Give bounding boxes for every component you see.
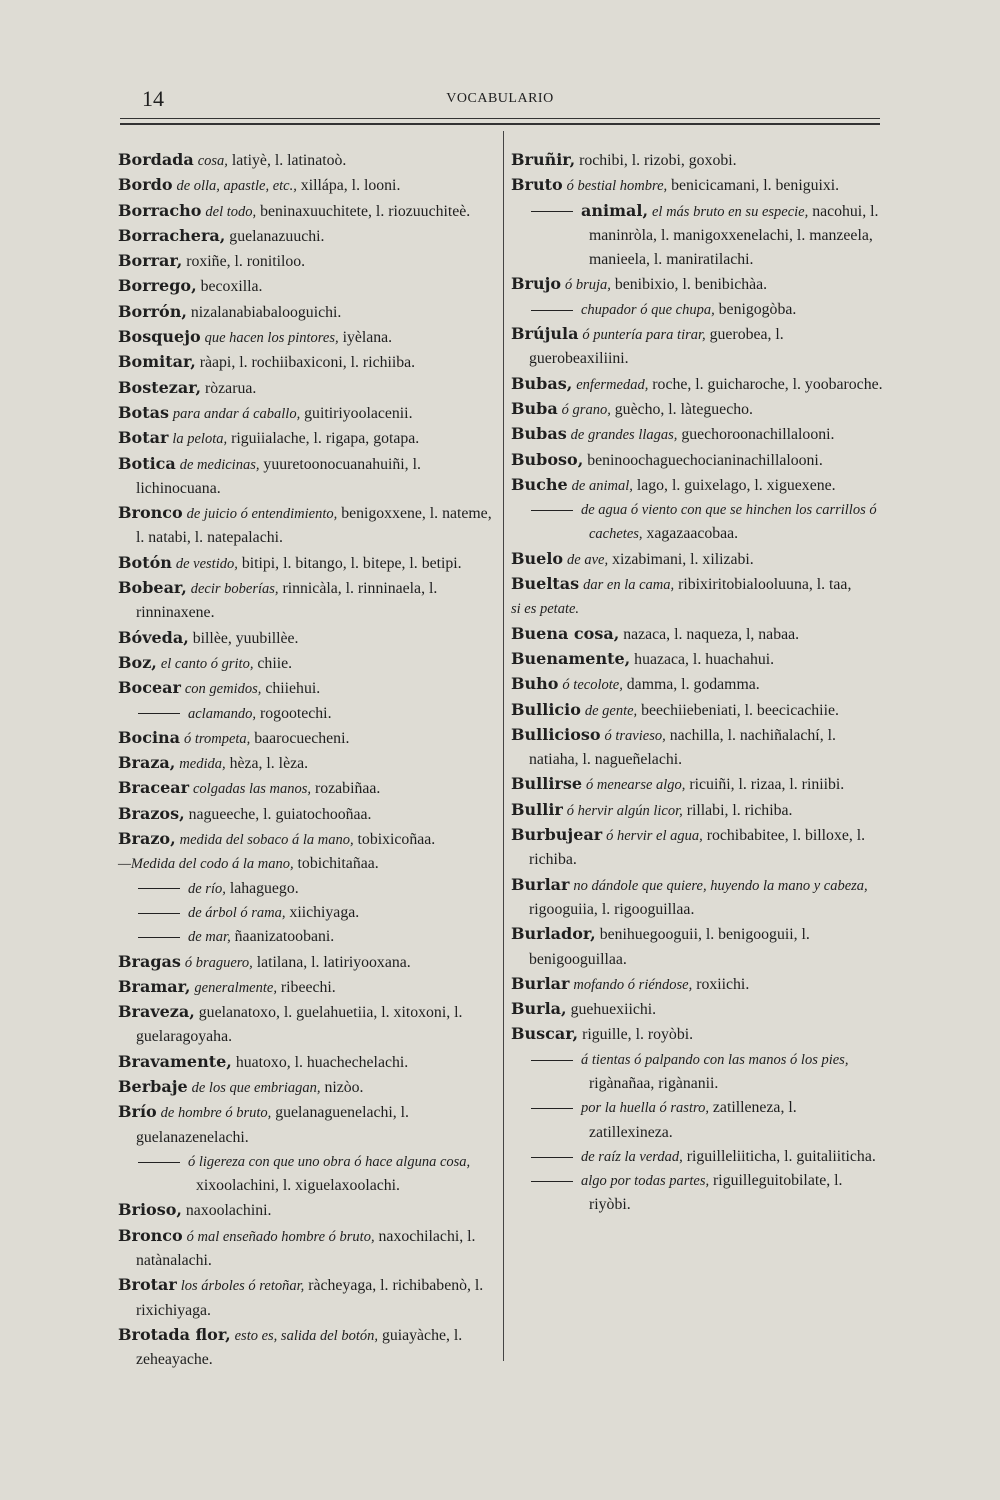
entry-gloss: ó tecolote, <box>562 677 623 694</box>
entry-gloss: chupador ó que chupa, <box>581 301 715 318</box>
repeat-dash <box>531 1060 573 1061</box>
entry-headword: Bordada <box>118 150 194 169</box>
entry-translation: huazaca, l. huachahui. <box>634 650 775 668</box>
dictionary-entry <box>118 852 494 876</box>
dictionary-entry <box>118 350 494 375</box>
dictionary-entry <box>511 498 883 547</box>
entry-translation: tobichitañaa. <box>297 855 379 873</box>
entry-translation: ròzarua. <box>205 379 257 397</box>
dictionary-entry <box>511 572 883 597</box>
entry-translation: naxochilachi, l. natànalachi. <box>136 1227 476 1270</box>
entry-headword: Braza, <box>118 753 176 773</box>
entry-translation: huatoxo, l. huachechelachi. <box>235 1053 409 1071</box>
entry-gloss: con gemidos, <box>184 681 262 698</box>
entry-headword: animal, <box>581 200 649 220</box>
entry-gloss: para andar á caballo, <box>172 405 301 422</box>
entry-translation: guehuexiichi. <box>570 1001 657 1019</box>
entry-translation: lago, l. guixelago, l. xiguexene. <box>636 476 836 494</box>
entry-translation: roche, l. guicharoche, l. yoobaroche. <box>652 375 883 393</box>
dictionary-entry <box>118 426 494 451</box>
entry-headword: Buscar, <box>511 1024 579 1044</box>
entry-headword: Brazo, <box>118 829 176 849</box>
entry-translation: rochibi, l. rizobi, goxobi. <box>579 152 737 169</box>
entry-headword: Bullicioso <box>511 724 601 744</box>
entry-headword: Botar <box>118 428 169 448</box>
dictionary-entry <box>118 249 494 274</box>
entry-gloss: medida, <box>179 756 226 773</box>
entry-headword: Brujo <box>511 274 562 294</box>
repeat-dash <box>531 1108 573 1109</box>
dictionary-entry <box>118 148 494 173</box>
entry-headword: Buena cosa, <box>511 623 620 643</box>
entry-translation: nazaca, l. naqueza, l, nabaa. <box>623 625 800 643</box>
entry-translation: guiayàche, l. zeheayache. <box>136 1326 463 1369</box>
entry-translation: guelanatoxo, l. guelahuetiia, l. xitoxoni, l. guelaragoyaha. <box>136 1004 463 1046</box>
dictionary-entry <box>511 322 883 372</box>
entry-headword: Bruto <box>511 175 563 195</box>
entry-translation: nacohui, l. maninròla, l. manigoxxenelachi, l. manzeela, manieela, l. maniratilachi. <box>589 202 879 269</box>
entry-gloss: ó ligereza con que uno obra ó hace alguna cosa, <box>188 1153 471 1170</box>
entry-headword: Borracho <box>118 200 202 220</box>
entry-headword: Brío <box>118 1102 157 1122</box>
entry-headword: Borrego, <box>118 276 197 296</box>
entry-headword: Bullirse <box>511 774 583 794</box>
entry-headword: Bueltas <box>511 574 580 594</box>
entry-gloss: ó mal enseñado hombre ó bruto, <box>186 1228 375 1245</box>
entry-headword: Bravamente, <box>118 1051 232 1071</box>
entry-gloss: colgadas las manos, <box>193 781 312 798</box>
entry-translation: guechoroonachillalooni. <box>681 426 835 444</box>
dictionary-entry <box>511 473 883 498</box>
entry-translation: xillápa, l. looni. <box>300 177 401 195</box>
entry-translation: rinnicàla, l. rinninaela, l. rinninaxene. <box>136 580 438 622</box>
entry-translation: ñaanizatoobani. <box>234 928 335 946</box>
entry-gloss: ó puntería para tirar, <box>582 327 706 344</box>
entry-gloss: medida del sobaco á la mano, <box>179 832 354 849</box>
entry-headword: Brotada flor, <box>118 1324 231 1344</box>
entry-translation: guerobea, l. guerobeaxiliini. <box>529 326 784 368</box>
dictionary-entry <box>118 199 494 224</box>
dictionary-entry <box>511 422 883 447</box>
entry-headword: Bocina <box>118 727 181 747</box>
page-header <box>120 86 880 112</box>
dictionary-entry <box>511 547 883 572</box>
entry-headword: Borrar, <box>118 251 183 271</box>
entry-translation: billèe, yuubillèe. <box>192 629 299 647</box>
repeat-dash <box>138 937 180 938</box>
entry-gloss: ó menearse algo, <box>585 777 686 794</box>
entry-translation: ribeechi. <box>280 978 336 996</box>
entry-gloss: de vestido, <box>175 555 238 572</box>
entry-headword: Burla, <box>511 999 567 1019</box>
entry-translation: nizòo. <box>324 1078 364 1096</box>
entry-translation: ricuiñi, l. rizaa, l. riniibi. <box>689 776 845 794</box>
entry-translation: riguilleliiticha, l. guitaliiticha. <box>686 1147 876 1165</box>
entry-translation: riguilleguitobilate, l. riyòbi. <box>589 1172 843 1214</box>
entry-translation: bitipi, l. bitango, l. bitepe, l. betipi. <box>241 554 462 572</box>
dictionary-entry <box>511 597 883 621</box>
entry-translation: guelanaguenelachi, l. guelanazenelachi. <box>136 1104 410 1146</box>
repeat-dash <box>138 913 180 914</box>
entry-gloss: de animal, <box>571 477 633 494</box>
entry-gloss: que hacen los pintores, <box>204 330 339 347</box>
entry-headword: Berbaje <box>118 1076 188 1096</box>
dictionary-entry <box>511 698 883 723</box>
entry-translation: latilana, l. latiriyooxana. <box>256 953 411 971</box>
entry-gloss: de grandes llagas, <box>570 427 678 444</box>
entry-gloss: de hombre ó bruto, <box>160 1105 272 1122</box>
entry-headword: Bubas <box>511 424 567 444</box>
entry-gloss: cosa, <box>197 153 228 169</box>
entry-translation: nachilla, l. nachiñalachí, l. natiaha, l. nagueñelachi. <box>529 726 836 769</box>
entry-gloss: de río, <box>188 880 226 897</box>
repeat-dash <box>531 310 573 311</box>
entry-translation: naxoolachini. <box>185 1202 272 1220</box>
dictionary-entry <box>118 751 494 776</box>
dictionary-entry <box>118 300 494 325</box>
entry-gloss: mofando ó riéndose, <box>573 976 693 993</box>
dictionary-entry <box>118 224 494 249</box>
dictionary-entry <box>511 647 883 672</box>
dictionary-entry <box>118 1100 494 1150</box>
dictionary-entry <box>118 551 494 576</box>
dictionary-entry <box>118 1000 494 1050</box>
entry-gloss: de los que embriagan, <box>191 1079 321 1096</box>
entry-gloss: ó bruja, <box>565 277 611 294</box>
entry-gloss: esto es, salida del botón, <box>234 1327 378 1344</box>
dictionary-entry <box>511 798 883 823</box>
entry-translation: nagueeche, l. guiatochooñaa. <box>188 805 372 823</box>
entry-gloss: á tientas ó palpando con las manos ó los pies, <box>581 1051 849 1068</box>
entry-translation: beechiiebeniati, l. beecicachiie. <box>641 701 839 719</box>
dictionary-entry <box>118 975 494 1000</box>
dictionary-entry <box>511 397 883 422</box>
dictionary-entry <box>118 827 494 852</box>
entry-headword: Brioso, <box>118 1200 182 1220</box>
entry-headword: Bostezar, <box>118 377 202 397</box>
entry-headword: Bracear <box>118 778 190 798</box>
entry-headword: Bóveda, <box>118 627 189 647</box>
entry-gloss: ó trompeta, <box>183 730 251 747</box>
entry-gloss: ó bestial hombre, <box>566 178 668 195</box>
column-divider <box>503 131 504 1361</box>
entry-gloss: la pelota, <box>172 431 228 448</box>
entry-headword: Botón <box>118 552 172 572</box>
entry-headword: Bullicio <box>511 699 581 719</box>
entry-gloss: ó braguero, <box>184 954 253 971</box>
repeat-dash <box>531 510 573 511</box>
dictionary-entry <box>511 1022 883 1047</box>
entry-translation: rochibabitee, l. billoxe, l. richiba. <box>529 827 866 869</box>
entry-gloss: de medicinas, <box>179 456 260 473</box>
entry-translation: yuuretoonocuanahuiñi, l. lichinocuana. <box>136 455 421 497</box>
entry-headword: Botas <box>118 402 169 422</box>
dictionary-entry <box>511 173 883 198</box>
entry-translation: xagazaacobaa. <box>646 525 739 543</box>
entry-gloss: ó grano, <box>561 401 611 418</box>
entry-translation: tobixicoñaa. <box>357 831 436 849</box>
entry-translation: rozabiñaa. <box>314 780 381 798</box>
repeat-dash <box>531 1181 573 1182</box>
entry-headword: Bragas <box>118 951 181 971</box>
entry-headword: Borrachera, <box>118 225 226 245</box>
dictionary-entry <box>118 1150 494 1199</box>
entry-translation: damma, l. godamma. <box>626 676 760 694</box>
entry-gloss: no dándole que quiere, huyendo la mano y cabeza, <box>573 877 868 894</box>
entry-headword: Bullir <box>511 799 563 819</box>
dictionary-entry <box>118 651 494 676</box>
dictionary-entry <box>118 274 494 299</box>
page-number: 14 <box>142 86 164 111</box>
entry-translation: ribixiritobialooluuna, l. taa, <box>678 576 852 594</box>
entry-translation: beninaxuuchitete, l. riozuuchiteè. <box>260 202 471 220</box>
header-rule-thin <box>120 118 880 119</box>
entry-translation: nizalanabiabalooguichi. <box>190 303 342 321</box>
entry-translation: rogootechi. <box>260 704 332 722</box>
entry-translation: xiichiyaga. <box>289 903 360 921</box>
entry-gloss: dar en la cama, <box>583 577 675 594</box>
dictionary-entry <box>511 1096 883 1145</box>
entry-headword: Brazos, <box>118 803 185 823</box>
entry-translation: benicicamani, l. beniguixi. <box>671 177 840 195</box>
repeat-dash <box>531 1157 573 1158</box>
dictionary-entry <box>118 901 494 925</box>
entry-headword: Bronco <box>118 503 183 523</box>
entry-headword: Bubas, <box>511 373 573 393</box>
dictionary-entry <box>118 776 494 801</box>
entry-gloss: de árbol ó rama, <box>188 904 286 921</box>
entry-gloss: el más bruto en su especie, <box>651 203 809 220</box>
entry-translation: benigoxxene, l. nateme, l. natabi, l. natepalachi. <box>136 505 492 547</box>
entry-translation: guitiriyoolacenii. <box>304 404 413 422</box>
entry-headword: Brotar <box>118 1275 177 1295</box>
right-column <box>511 148 883 1218</box>
entry-headword: Buenamente, <box>511 648 631 668</box>
dictionary-entry <box>511 972 883 997</box>
entry-translation: ràcheyaga, l. richibabenò, l. rixichiyaga. <box>136 1277 484 1319</box>
entry-translation: roxiñe, l. ronitiloo. <box>186 253 306 271</box>
dictionary-entry <box>511 622 883 647</box>
entry-translation: rigooguiia, l. rigooguillaa. <box>529 900 695 918</box>
entry-gloss: aclamando, <box>188 705 257 722</box>
entry-headword: Brújula <box>511 324 579 344</box>
dictionary-entry <box>118 173 494 198</box>
entry-translation: becoxilla. <box>200 278 263 296</box>
entry-headword: Bomitar, <box>118 352 196 372</box>
entry-headword: Burlar <box>511 973 570 993</box>
entry-gloss: ó hervir algún licor, <box>566 802 683 819</box>
entry-translation: hèza, l. lèza. <box>229 755 309 773</box>
dictionary-entry <box>511 272 883 297</box>
dictionary-entry <box>511 997 883 1022</box>
dictionary-entry <box>511 1169 883 1218</box>
dictionary-entry <box>118 702 494 726</box>
dictionary-entry <box>118 1323 494 1373</box>
dictionary-entry <box>118 877 494 901</box>
entry-gloss: de mar, <box>188 929 231 946</box>
left-column <box>118 148 494 1373</box>
dictionary-entry <box>511 199 883 273</box>
entry-headword: Buho <box>511 674 559 694</box>
dictionary-entry <box>511 148 883 173</box>
dictionary-entry <box>118 726 494 751</box>
dictionary-entry <box>118 1050 494 1075</box>
dictionary-entry <box>118 576 494 626</box>
entry-headword: Boz, <box>118 652 157 672</box>
entry-gloss: de ave, <box>567 551 609 568</box>
entry-translation: latiyè, l. latinatoò. <box>231 152 347 169</box>
entry-translation: riguille, l. royòbi. <box>582 1026 694 1044</box>
entry-gloss: del todo, <box>205 203 257 220</box>
entry-translation: roxiichi. <box>696 975 750 993</box>
entry-translation: iyèlana. <box>342 329 393 347</box>
entry-gloss: el canto ó grito, <box>160 655 254 672</box>
entry-headword: Burlar <box>511 874 570 894</box>
dictionary-entry <box>511 922 883 972</box>
entry-headword: Bobear, <box>118 578 187 598</box>
dictionary-entry <box>118 325 494 350</box>
dictionary-entry <box>118 501 494 551</box>
dictionary-entry <box>511 1048 883 1097</box>
entry-headword: Burbujear <box>511 825 603 845</box>
entry-translation: chiiehui. <box>265 680 321 698</box>
dictionary-entry <box>118 401 494 426</box>
dictionary-entry <box>511 672 883 697</box>
dictionary-entry <box>118 626 494 651</box>
entry-gloss: decir boberías, <box>190 581 279 598</box>
entry-translation: beninoochaguechocianinachillalooni. <box>587 451 823 469</box>
entry-translation: riguiialache, l. rigapa, gotapa. <box>231 430 420 448</box>
entry-gloss: de juicio ó entendimiento, <box>186 506 338 523</box>
entry-gloss: de agua ó viento con que se hinchen los carrillos ó cachetes, <box>581 502 877 543</box>
entry-translation: baarocuecheni. <box>254 729 350 747</box>
dictionary-entry <box>511 1145 883 1169</box>
entry-headword: Bruñir, <box>511 150 576 169</box>
entry-headword: Bordo <box>118 175 173 195</box>
entry-headword: Bosquejo <box>118 327 201 347</box>
entry-gloss: ó hervir el agua, <box>606 828 703 845</box>
entry-translation: chiie. <box>257 654 293 672</box>
entry-headword: Botica <box>118 453 176 473</box>
entry-headword: Bramar, <box>118 976 191 996</box>
entry-gloss: si es petate. <box>511 601 580 618</box>
dictionary-entry <box>511 723 883 773</box>
dictionary-entry <box>118 1224 494 1274</box>
repeat-dash <box>138 888 180 889</box>
dictionary-entry <box>511 772 883 797</box>
entry-translation: ràapi, l. rochiibaxiconi, l. richiiba. <box>199 354 416 372</box>
entry-translation: rigànañaa, rigànanii. <box>589 1074 719 1092</box>
entry-headword: Buba <box>511 398 558 418</box>
entry-gloss: de raíz la verdad, <box>581 1148 683 1165</box>
entry-translation: benibixio, l. benibichàa. <box>614 276 768 294</box>
entry-translation: guècho, l. làteguecho. <box>614 400 753 418</box>
dictionary-entry <box>118 925 494 949</box>
entry-gloss: los árboles ó retoñar, <box>180 1278 305 1295</box>
entry-translation: lahaguego. <box>229 879 299 897</box>
dictionary-entry <box>118 452 494 502</box>
entry-translation: benihuegooguii, l. benigooguii, l. benigooguillaa. <box>529 926 810 968</box>
entry-translation: rillabi, l. richiba. <box>686 801 793 819</box>
entry-gloss: de gente, <box>584 702 638 719</box>
entry-gloss: ó travieso, <box>604 727 666 744</box>
dictionary-entry <box>118 676 494 701</box>
dictionary-entry <box>118 376 494 401</box>
dictionary-entry <box>118 1198 494 1223</box>
dictionary-entry <box>118 802 494 827</box>
entry-gloss: generalmente, <box>194 979 277 996</box>
entry-translation: xizabimani, l. xilizabi. <box>612 550 754 568</box>
entry-headword: Bronco <box>118 1225 183 1245</box>
entry-gloss: enfermedad, <box>576 376 649 393</box>
entry-gloss: algo por todas partes, <box>581 1173 710 1190</box>
repeat-dash <box>531 211 573 212</box>
entry-translation: guelanazuuchi. <box>229 227 325 245</box>
entry-headword: Braveza, <box>118 1002 195 1022</box>
entry-headword: Buche <box>511 474 568 494</box>
entry-translation: xixoolachini, l. xiguelaxoolachi. <box>196 1177 400 1195</box>
dictionary-entry <box>118 1075 494 1100</box>
running-head: VOCABULARIO <box>446 91 554 106</box>
dictionary-entry <box>511 298 883 322</box>
entry-translation: benigogòba. <box>718 300 797 318</box>
entry-headword: Borrón, <box>118 301 187 321</box>
entry-headword: Buelo <box>511 548 564 568</box>
entry-gloss: de olla, apastle, etc., <box>176 178 297 195</box>
entry-headword: Buboso, <box>511 449 584 469</box>
entry-headword: Bocear <box>118 678 181 698</box>
header-rule-thick <box>120 123 880 125</box>
dictionary-entry <box>118 950 494 975</box>
entry-gloss: por la huella ó rastro, <box>581 1100 709 1117</box>
entry-translation: zatilleneza, l. zatillexineza. <box>589 1099 797 1141</box>
repeat-dash <box>138 713 180 714</box>
dictionary-entry <box>511 873 883 923</box>
dictionary-entry <box>511 372 883 397</box>
repeat-dash <box>138 1162 180 1163</box>
entry-gloss: —Medida del codo á la mano, <box>118 856 294 873</box>
dictionary-entry <box>511 823 883 873</box>
entry-headword: Burlador, <box>511 924 596 944</box>
dictionary-entry <box>511 448 883 473</box>
dictionary-entry <box>118 1273 494 1323</box>
